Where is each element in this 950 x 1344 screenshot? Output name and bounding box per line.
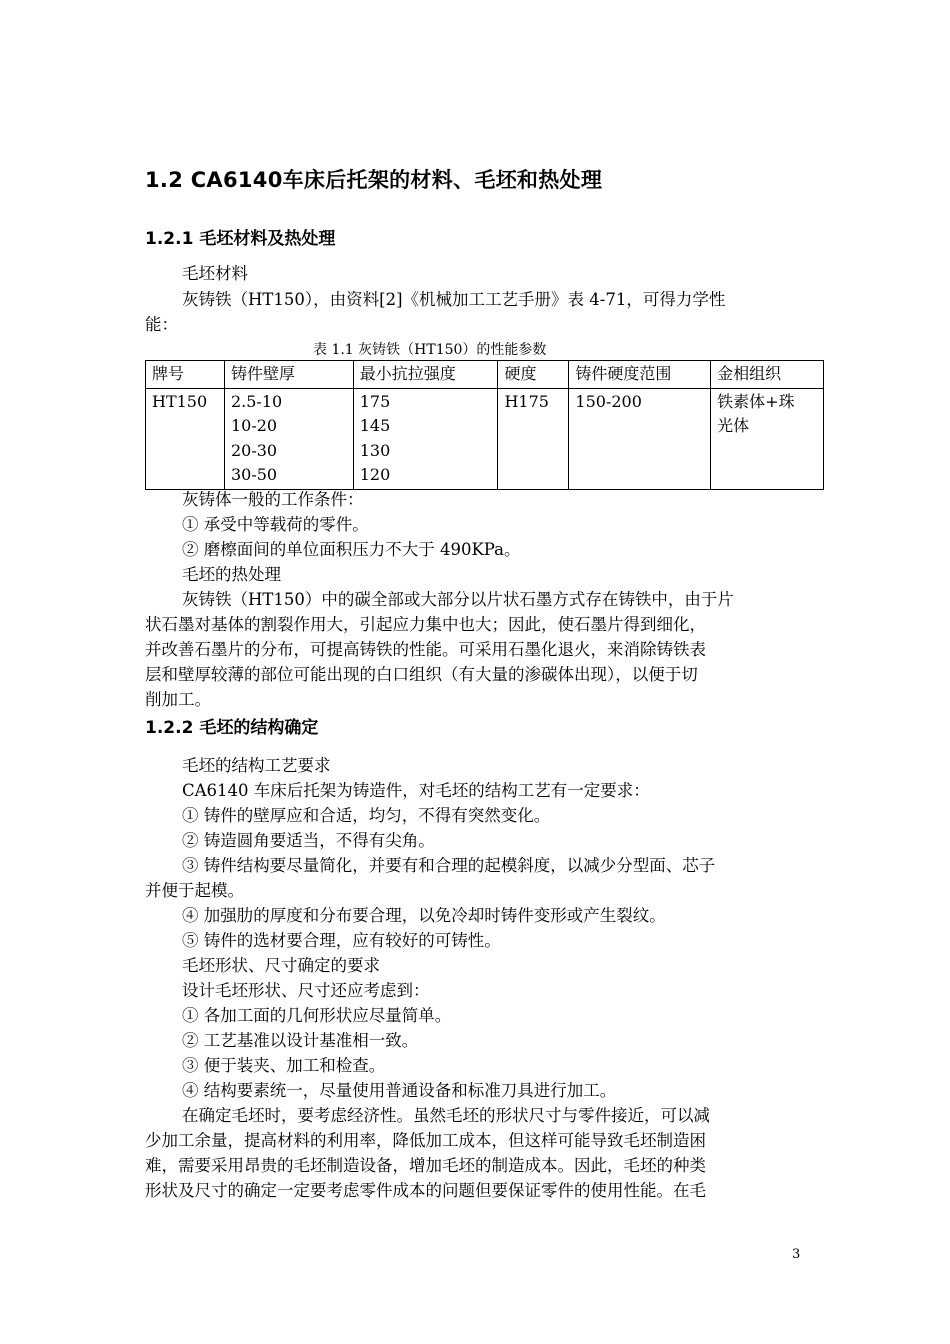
thickness-value: 30-50 [230, 465, 278, 484]
strength-cell [353, 388, 498, 489]
shape-item: ① 各加工面的几何形状应尽量简单。 [182, 1006, 452, 1025]
properties-table [145, 360, 824, 490]
heat-heading: 毛坯的热处理 [182, 565, 281, 584]
strength-value: 120 [359, 465, 391, 484]
material-line-1: 灰铸铁（HT150），由资料[2]《机械加工工艺手册》表 4-71，可得力学性 [182, 290, 726, 309]
final-line: 难，需要采用昂贵的毛坯制造设备，增加毛坯的制造成本。因此，毛坯的种类 [145, 1156, 706, 1175]
condition-item: ② 磨檫面间的单位面积压力不大于 490KPa。 [182, 540, 521, 559]
table-row [146, 388, 824, 489]
grade-cell: HT150 [146, 388, 225, 489]
heat-line: 灰铸铁（HT150）中的碳全部或大部分以片状石墨方式存在铸铁中，由于片 [182, 590, 734, 609]
subsection-title-1: 1.2.1 毛坯材料及热处理 [145, 229, 336, 249]
structure-line: 光体 [717, 416, 750, 435]
subsection-title-2: 1.2.2 毛坯的结构确定 [145, 718, 319, 738]
table-header-row [146, 361, 824, 389]
heat-line: 削加工。 [145, 690, 211, 709]
hardness-range-cell: 150-200 [569, 388, 711, 489]
struct-item: ③ 铸件结构要尽量简化，并要有和合理的起模斜度，以减少分型面、芯子 [182, 856, 716, 875]
conditions-heading: 灰铸体一般的工作条件： [182, 490, 364, 509]
table-header-cell: 硬度 [498, 361, 569, 389]
final-line: 在确定毛坯时，要考虑经济性。虽然毛坯的形状尺寸与零件接近，可以减 [182, 1106, 710, 1125]
shape-heading: 毛坯形状、尺寸确定的要求 [182, 956, 380, 975]
page-number: 3 [792, 1247, 801, 1262]
table-header-cell: 金相组织 [711, 361, 824, 389]
struct-heading: 毛坯的结构工艺要求 [182, 756, 331, 775]
material-heading: 毛坯材料 [182, 264, 248, 283]
table-header-cell: 铸件壁厚 [224, 361, 353, 389]
shape-item: ④ 结构要素统一，尽量使用普通设备和标准刀具进行加工。 [182, 1081, 617, 1100]
thickness-value: 10-20 [230, 416, 278, 435]
table-caption: 表 1.1 灰铸铁（HT150）的性能参数 [313, 342, 547, 358]
material-line-2: 能： [145, 315, 178, 334]
shape-item: ② 工艺基准以设计基准相一致。 [182, 1031, 419, 1050]
thickness-value: 2.5-10 [230, 391, 283, 411]
table-header-cell: 牌号 [146, 361, 225, 389]
struct-item: ④ 加强肋的厚度和分布要合理，以免冷却时铸件变形或产生裂纹。 [182, 906, 666, 925]
section-title: 1.2 CA6140车床后托架的材料、毛坯和热处理 [145, 168, 603, 192]
struct-item: ① 铸件的壁厚应和合适，均匀，不得有突然变化。 [182, 806, 551, 825]
strength-value: 175 [359, 391, 391, 411]
structure-cell [711, 388, 824, 489]
condition-item: ① 承受中等载荷的零件。 [182, 515, 369, 534]
final-line: 少加工余量，提高材料的利用率，降低加工成本，但这样可能导致毛坯制造困 [145, 1131, 706, 1150]
heat-line: 状石墨对基体的割裂作用大，引起应力集中也大；因此，使石墨片得到细化， [145, 615, 706, 634]
strength-value: 130 [359, 440, 391, 460]
table-header-cell: 铸件硬度范围 [569, 361, 711, 389]
shape-item: ③ 便于装夹、加工和检查。 [182, 1056, 386, 1075]
table-header-cell: 最小抗拉强度 [353, 361, 498, 389]
thickness-value: 20-30 [230, 440, 278, 460]
shape-intro: 设计毛坯形状、尺寸还应考虑到： [182, 981, 430, 1000]
struct-item: ⑤ 铸件的选材要合理，应有较好的可铸性。 [182, 931, 501, 950]
heat-line: 并改善石墨片的分布，可提高铸铁的性能。可采用石墨化退火，来消除铸铁表 [145, 640, 706, 659]
final-line: 形状及尺寸的确定一定要考虑零件成本的问题但要保证零件的使用性能。在毛 [145, 1181, 706, 1200]
strength-value: 145 [359, 416, 391, 435]
structure-line: 铁素体+珠 [717, 391, 795, 411]
struct-item: ② 铸造圆角要适当，不得有尖角。 [182, 831, 435, 850]
heat-line: 层和壁厚较薄的部位可能出现的白口组织（有大量的渗碳体出现），以便于切 [145, 665, 698, 684]
thickness-cell [224, 388, 353, 489]
struct-item-cont: 并便于起模。 [145, 881, 244, 900]
struct-intro: CA6140 车床后托架为铸造件，对毛坯的结构工艺有一定要求： [182, 781, 650, 800]
hardness-cell: H175 [498, 388, 569, 489]
